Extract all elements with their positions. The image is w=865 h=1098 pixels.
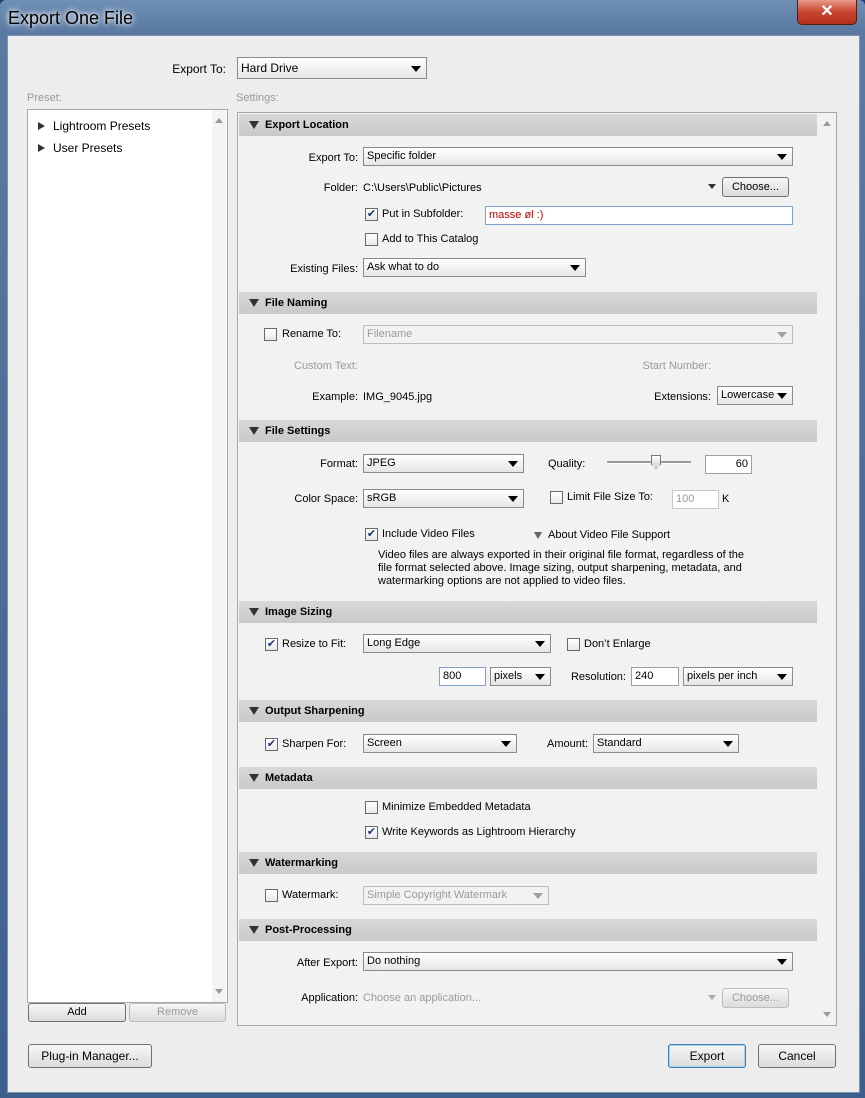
chevron-down-icon (508, 496, 518, 502)
limit-size-unit: K (722, 493, 730, 505)
start-number-label: Start Number: (642, 360, 711, 372)
color-space-dropdown[interactable] (363, 489, 524, 508)
choose-folder-button[interactable]: Choose... (722, 177, 789, 197)
expand-arrow-icon (38, 144, 45, 152)
export-button[interactable]: Export (668, 1044, 746, 1068)
preset-item-label: User Presets (53, 141, 123, 155)
folder-label: Folder: (323, 182, 358, 194)
settings-scrollbar[interactable] (820, 113, 834, 1025)
disclosure-triangle-icon[interactable] (534, 532, 542, 539)
choose-application-button[interactable]: Choose... (722, 988, 789, 1008)
section-export-location[interactable] (239, 114, 817, 136)
section-file-settings[interactable] (239, 420, 817, 442)
preset-scrollbar[interactable] (212, 110, 226, 1002)
rename-checkbox[interactable] (264, 328, 277, 341)
add-catalog-label: Add to This Catalog (382, 233, 479, 245)
resize-label: Resize to Fit: (282, 638, 347, 650)
close-button[interactable]: ✕ (797, 0, 857, 25)
scroll-up-icon[interactable] (823, 121, 831, 126)
size-unit-dropdown[interactable] (490, 667, 551, 686)
resolution-input[interactable]: 240 (631, 667, 679, 686)
section-title: File Naming (265, 297, 328, 309)
application-placeholder[interactable]: Choose an application... (363, 992, 482, 1004)
amount-dropdown[interactable] (593, 734, 739, 753)
export-to-label: Export To: (172, 62, 226, 76)
preset-item-user[interactable] (38, 141, 122, 155)
dont-enlarge-checkbox[interactable] (567, 638, 580, 651)
chevron-down-icon (535, 641, 545, 647)
collapse-triangle-icon (249, 608, 259, 616)
section-title: Export Location (265, 119, 349, 131)
scroll-up-icon[interactable] (215, 118, 223, 123)
chevron-down-icon (777, 154, 787, 160)
export-to-value: Hard Drive (241, 61, 299, 75)
minimize-metadata-label: Minimize Embedded Metadata (382, 801, 531, 813)
resize-mode-dropdown[interactable] (363, 634, 551, 653)
section-file-naming[interactable] (239, 292, 817, 314)
location-export-to-label: Export To: (308, 152, 358, 164)
example-label: Example: (312, 391, 358, 403)
about-video-link[interactable]: About Video File Support (548, 529, 671, 541)
section-watermarking[interactable] (239, 852, 817, 874)
watermark-label: Watermark: (282, 889, 339, 901)
collapse-triangle-icon (249, 427, 259, 435)
chevron-down-icon (501, 741, 511, 747)
section-image-sizing[interactable] (239, 601, 817, 623)
subfolder-label: Put in Subfolder: (382, 208, 464, 220)
window-title: Export One File (8, 8, 134, 28)
preset-item-label: Lightroom Presets (53, 119, 151, 133)
collapse-triangle-icon (249, 859, 259, 867)
expand-arrow-icon (38, 122, 45, 130)
resolution-unit-value: pixels per inch (687, 670, 758, 682)
rename-label: Rename To: (282, 328, 342, 340)
chevron-down-icon (777, 332, 787, 338)
subfolder-input[interactable]: masse øl :) (485, 206, 793, 225)
after-export-label: After Export: (296, 957, 358, 969)
settings-label: Settings: (236, 92, 279, 104)
watermark-checkbox[interactable] (265, 889, 278, 902)
export-to-dropdown[interactable] (237, 57, 427, 79)
application-label: Application: (301, 992, 358, 1004)
folder-history-icon[interactable] (708, 184, 716, 189)
sharpen-for-value: Screen (367, 737, 402, 749)
color-space-label: Color Space: (294, 493, 358, 505)
size-unit-value: pixels (494, 670, 523, 682)
size-input[interactable]: 800 (439, 667, 486, 686)
keywords-hierarchy-checkbox[interactable]: ✔ (366, 826, 377, 838)
section-title: Output Sharpening (265, 705, 365, 717)
scroll-down-icon[interactable] (215, 989, 223, 994)
application-history-icon[interactable] (708, 995, 716, 1000)
collapse-triangle-icon (249, 774, 259, 782)
add-catalog-checkbox[interactable] (365, 233, 378, 246)
quality-label: Quality: (548, 458, 586, 470)
limit-size-input[interactable]: 100 (672, 490, 719, 509)
add-preset-button[interactable]: Add (28, 1003, 126, 1022)
limit-size-checkbox[interactable] (550, 491, 563, 504)
chevron-down-icon (723, 741, 733, 747)
location-export-to-dropdown[interactable] (363, 147, 793, 166)
chevron-down-icon (777, 393, 787, 399)
amount-value: Standard (597, 737, 642, 749)
rename-template-value: Filename (367, 328, 413, 340)
section-title: Post-Processing (265, 924, 352, 936)
format-dropdown[interactable] (363, 454, 524, 473)
extensions-dropdown[interactable] (717, 386, 793, 405)
after-export-value: Do nothing (367, 955, 421, 967)
section-metadata[interactable] (239, 767, 817, 789)
section-post-processing[interactable] (239, 919, 817, 941)
title-bar[interactable] (0, 0, 865, 34)
remove-preset-button[interactable]: Remove (129, 1003, 226, 1022)
extensions-value: Lowercase (721, 389, 775, 401)
chevron-down-icon (535, 674, 545, 680)
rename-template-dropdown[interactable] (363, 325, 793, 344)
video-note: Video files are always exported in their original file format, regardless of the file format selected above. Image sizing, output sharpening, metadata, and watermarking options are not applied to video files. (378, 549, 745, 587)
chevron-down-icon (777, 959, 787, 965)
collapse-triangle-icon (249, 121, 259, 129)
collapse-triangle-icon (249, 926, 259, 934)
minimize-metadata-checkbox[interactable] (365, 801, 378, 814)
existing-files-dropdown[interactable] (363, 258, 586, 277)
sharpen-for-dropdown[interactable] (363, 734, 517, 753)
quality-slider[interactable] (607, 461, 691, 464)
cancel-button[interactable]: Cancel (758, 1044, 836, 1068)
location-export-to-value: Specific folder (367, 150, 437, 162)
preset-list[interactable] (27, 109, 228, 1003)
format-label: Format: (320, 458, 358, 470)
collapse-triangle-icon (249, 299, 259, 307)
include-video-checkbox[interactable]: ✔ (366, 528, 377, 540)
amount-label: Amount: (547, 738, 588, 750)
quality-input[interactable]: 60 (705, 455, 752, 474)
chevron-down-icon (570, 265, 580, 271)
sharpen-checkbox[interactable]: ✔ (266, 738, 277, 750)
limit-size-label: Limit File Size To: (567, 491, 653, 503)
resolution-label: Resolution: (570, 671, 626, 683)
example-value: IMG_9045.jpg (363, 391, 433, 403)
section-title: Image Sizing (265, 606, 333, 618)
format-value: JPEG (367, 457, 396, 469)
color-space-value: sRGB (367, 492, 397, 504)
resize-checkbox[interactable]: ✔ (266, 638, 277, 650)
resolution-unit-dropdown[interactable] (683, 667, 793, 686)
extensions-label: Extensions: (654, 391, 711, 403)
section-title: File Settings (265, 425, 331, 437)
scroll-down-icon[interactable] (823, 1012, 831, 1017)
preset-item-lightroom[interactable] (38, 119, 150, 133)
chevron-down-icon (508, 461, 518, 467)
existing-files-label: Existing Files: (290, 263, 358, 275)
dont-enlarge-label: Don’t Enlarge (584, 638, 651, 650)
folder-path: C:\Users\Public\Pictures (363, 182, 482, 194)
section-title: Watermarking (265, 857, 338, 869)
keywords-hierarchy-label: Write Keywords as Lightroom Hierarchy (382, 826, 576, 838)
chevron-down-icon (777, 674, 787, 680)
watermark-dropdown[interactable] (363, 886, 549, 905)
custom-text-label: Custom Text: (294, 360, 358, 372)
chevron-down-icon (533, 893, 543, 899)
watermark-value: Simple Copyright Watermark (367, 889, 508, 901)
collapse-triangle-icon (249, 707, 259, 715)
preset-label: Preset: (27, 92, 62, 104)
section-title: Metadata (265, 772, 313, 784)
chevron-down-icon (411, 66, 421, 72)
sharpen-label: Sharpen For: (282, 738, 347, 750)
plugin-manager-button[interactable]: Plug-in Manager... (28, 1044, 152, 1068)
after-export-dropdown[interactable] (363, 952, 793, 971)
resize-mode-value: Long Edge (367, 637, 421, 649)
include-video-label: Include Video Files (382, 528, 475, 540)
existing-files-value: Ask what to do (367, 261, 440, 273)
section-output-sharpening[interactable] (239, 700, 817, 722)
subfolder-checkbox[interactable]: ✔ (366, 208, 377, 220)
